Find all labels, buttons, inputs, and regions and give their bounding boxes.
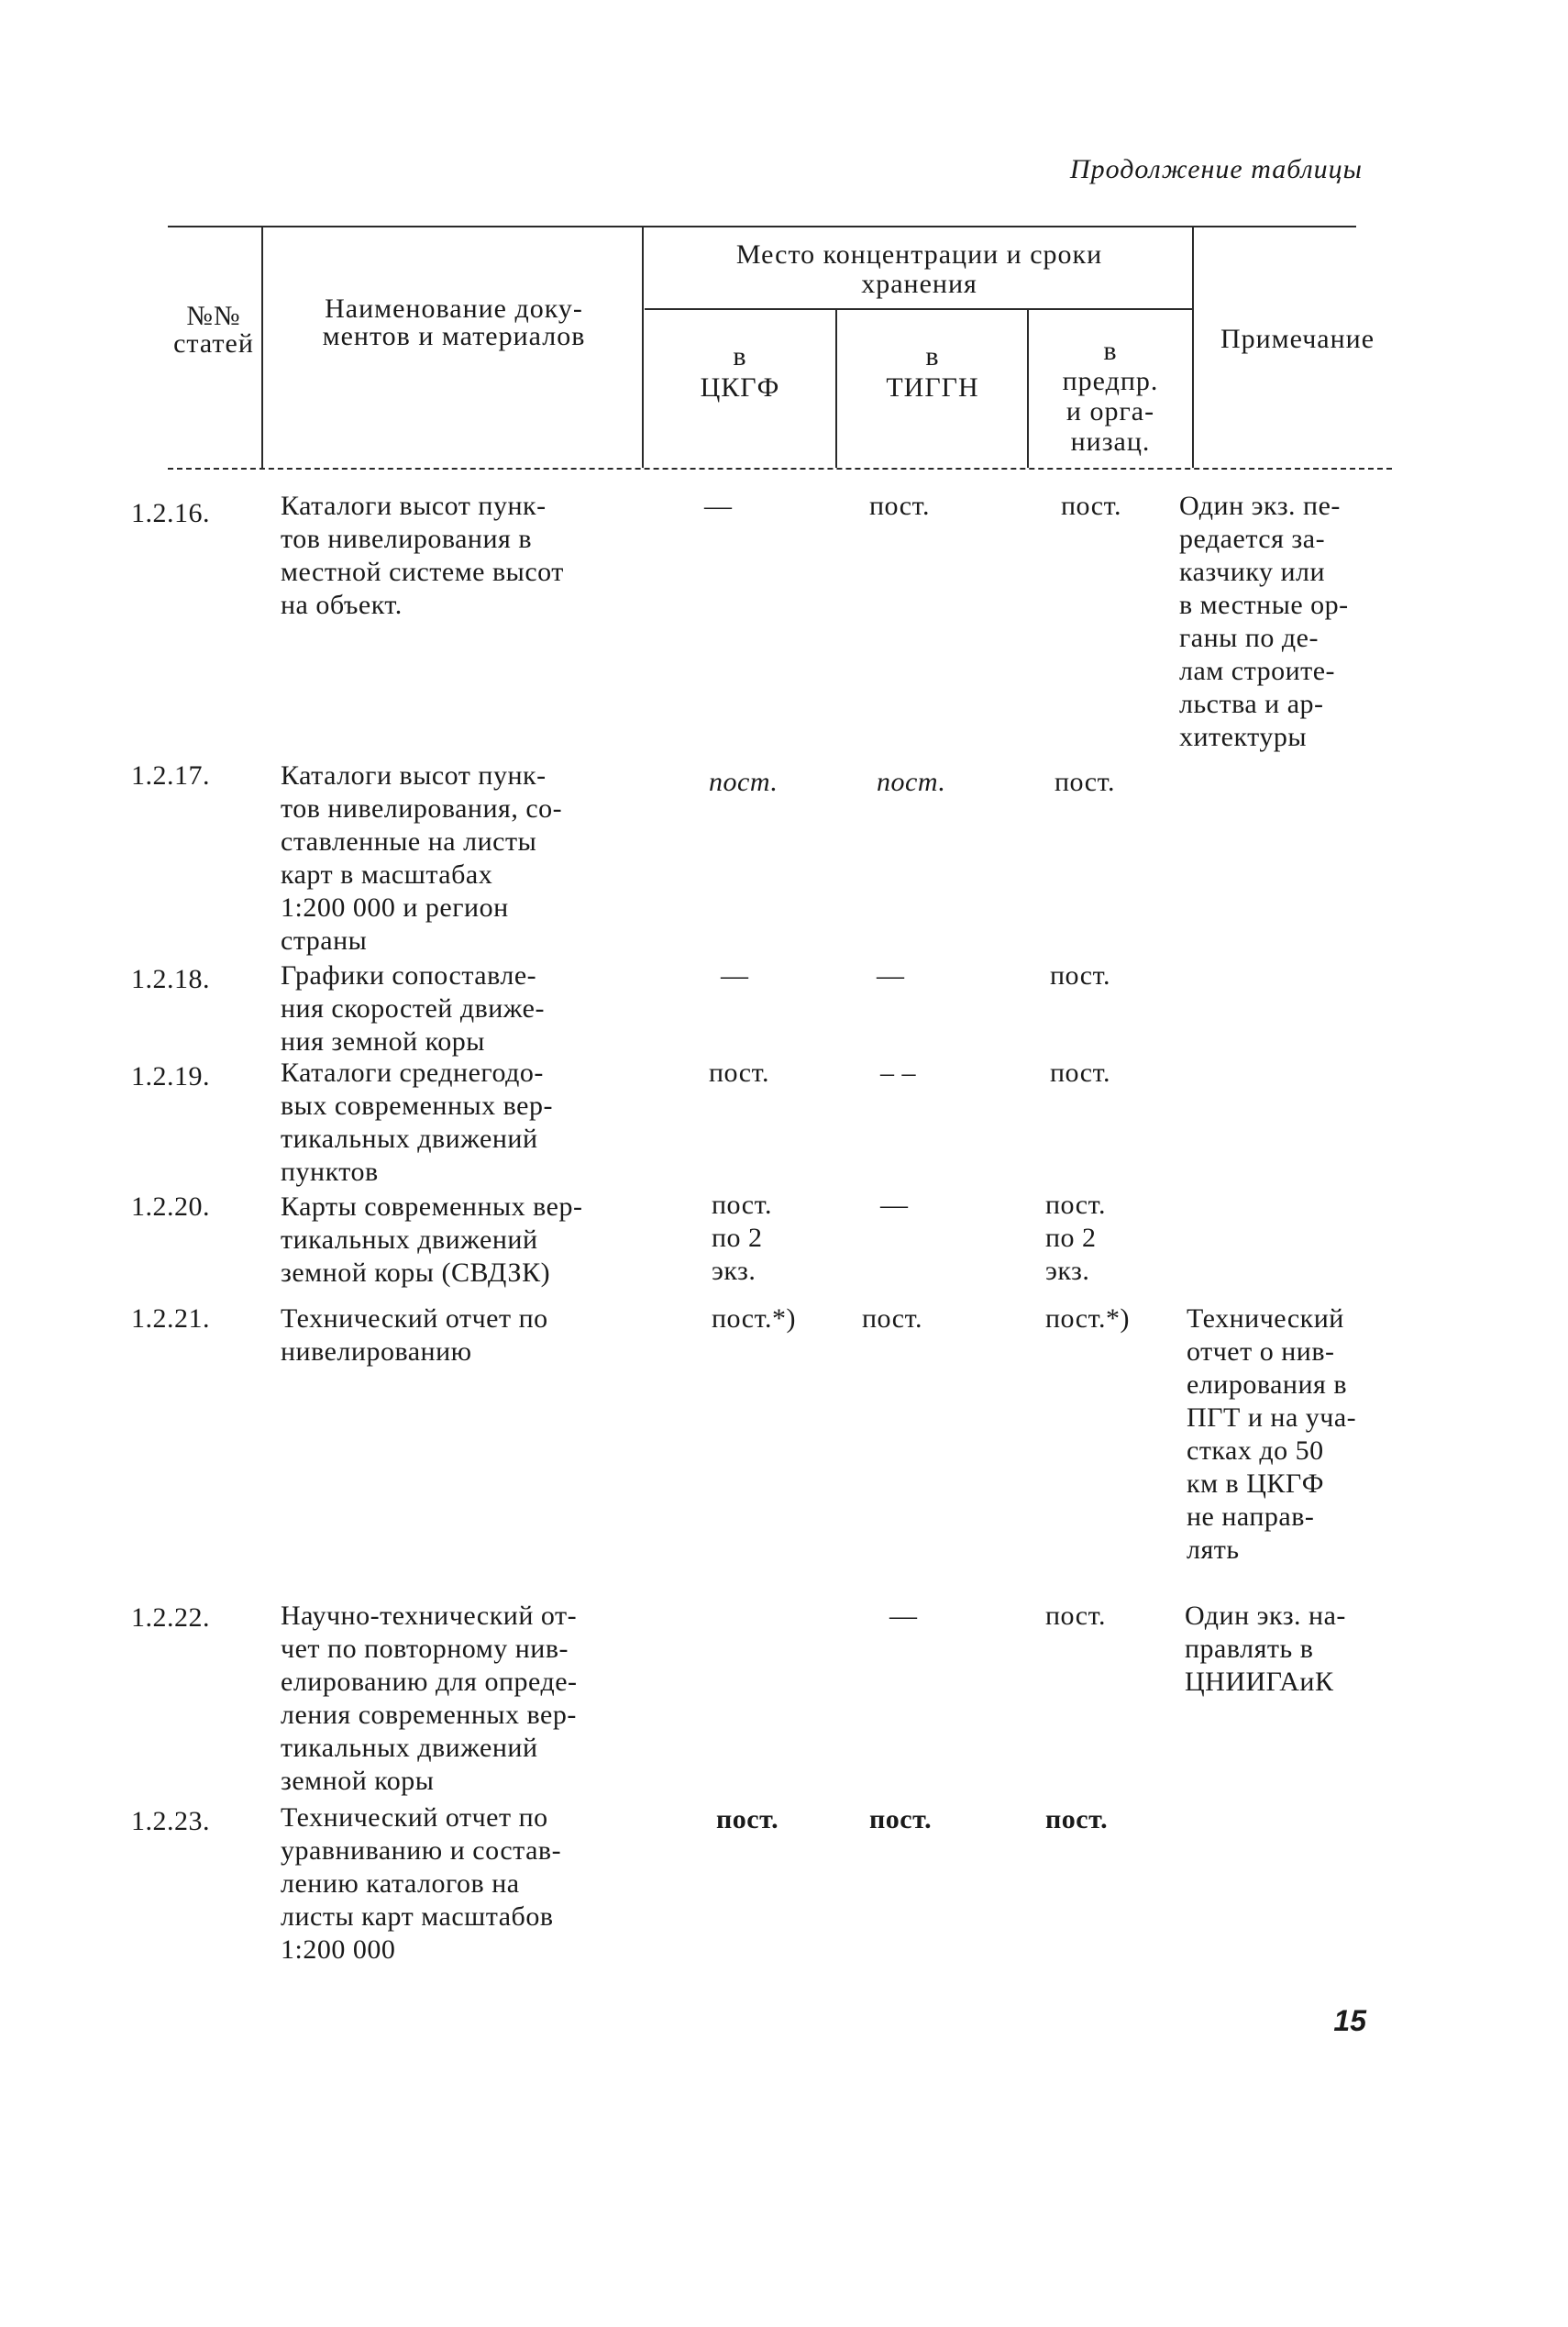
row-tiggn: — (889, 1601, 918, 1631)
header-storage-group: Место концентрации и сроки хранения (735, 239, 1103, 299)
row-num: 1.2.21. (131, 1303, 210, 1334)
row-note: Один экз. пе- редается за- казчику или в местные ор- ганы по де- лам строите- льства и ар- хитектуры (1179, 491, 1349, 752)
row-num: 1.2.22. (131, 1602, 210, 1633)
row-org: пост. (1050, 960, 1110, 991)
row-name: Научно-технический от- чет по повторному нив- елированию для опреде- ления современных вер- тикальных движений земной коры (281, 1601, 578, 1796)
row-org: пост. (1050, 1058, 1110, 1088)
header-col-org: в предпр. и орга- низац. (1062, 336, 1159, 457)
row-num: 1.2.16. (131, 498, 210, 528)
row-org: пост. по 2 экз. (1045, 1190, 1106, 1286)
header-rule-group (645, 308, 1193, 310)
row-name: Карты современных вер- тикальных движений земной коры (СВДЗК) (281, 1191, 583, 1288)
row-tiggn: — (880, 1190, 909, 1220)
row-tiggn: — (877, 960, 905, 991)
row-ckgf: пост. (716, 1804, 779, 1834)
header-note: Примечание (1220, 324, 1375, 354)
continuation-caption: Продолжение таблицы (1069, 154, 1363, 184)
row-ckgf: пост.*) (712, 1303, 796, 1334)
row-num: 1.2.20. (131, 1191, 210, 1222)
row-name: Технический отчет по уравниванию и состав- лению каталогов на листы карт масштабов 1:200 000 (281, 1802, 562, 1965)
row-note: Один экз. на- правлять в ЦНИИГАиК (1185, 1601, 1346, 1697)
row-tiggn: пост. (869, 1804, 933, 1834)
header-col-ckgf: в ЦКГФ (700, 341, 780, 403)
header-name: Наименование доку- ментов и материалов (322, 294, 586, 351)
row-name: Технический отчет по нивелированию (281, 1303, 548, 1367)
row-num: 1.2.18. (131, 964, 210, 994)
row-ckgf: пост. (709, 767, 778, 797)
row-ckgf: пост. по 2 экз. (712, 1190, 772, 1286)
row-name: Каталоги высот пунк- тов нивелирования в местной системе высот на объект. (281, 491, 564, 620)
row-tiggn: пост. (869, 491, 930, 521)
row-ckgf: — (704, 491, 733, 521)
header-divider-3 (835, 308, 837, 468)
row-tiggn: пост. (862, 1303, 922, 1334)
row-name: Каталоги высот пунк- тов нивелирования, со- ставленные на листы карт в масштабах 1:200 000 и регион страны (281, 760, 563, 956)
row-org: пост. (1045, 1804, 1109, 1834)
row-tiggn: пост. (877, 767, 946, 797)
header-rule-bottom (168, 468, 1392, 470)
header-divider-2 (642, 226, 644, 468)
row-tiggn: – – (880, 1058, 916, 1088)
header-divider-1 (261, 226, 263, 468)
row-name: Каталоги среднегодо- вых современных вер- тикальных движений пунктов (281, 1058, 553, 1187)
row-num: 1.2.19. (131, 1061, 210, 1091)
page-number: 15 (1333, 2004, 1366, 2037)
row-org: пост. (1055, 767, 1115, 797)
row-num: 1.2.17. (131, 760, 210, 791)
header-divider-5 (1192, 226, 1194, 468)
header-col-tiggn: в ТИГГН (886, 341, 979, 403)
row-org: пост. (1061, 491, 1121, 521)
header-num: №№ статей (173, 301, 254, 359)
header-rule-top (168, 226, 1356, 227)
row-ckgf: пост. (709, 1058, 769, 1088)
row-org: пост.*) (1045, 1303, 1130, 1334)
row-ckgf: — (721, 960, 749, 991)
row-num: 1.2.23. (131, 1806, 210, 1836)
row-note: Технический отчет о нив- елирования в ПГТ и на уча- стках до 50 км в ЦКГФ не направ- лять (1187, 1303, 1357, 1565)
row-org: пост. (1045, 1601, 1106, 1631)
row-name: Графики сопоставле- ния скоростей движе- ния земной коры (281, 960, 545, 1057)
header-divider-4 (1027, 308, 1029, 468)
